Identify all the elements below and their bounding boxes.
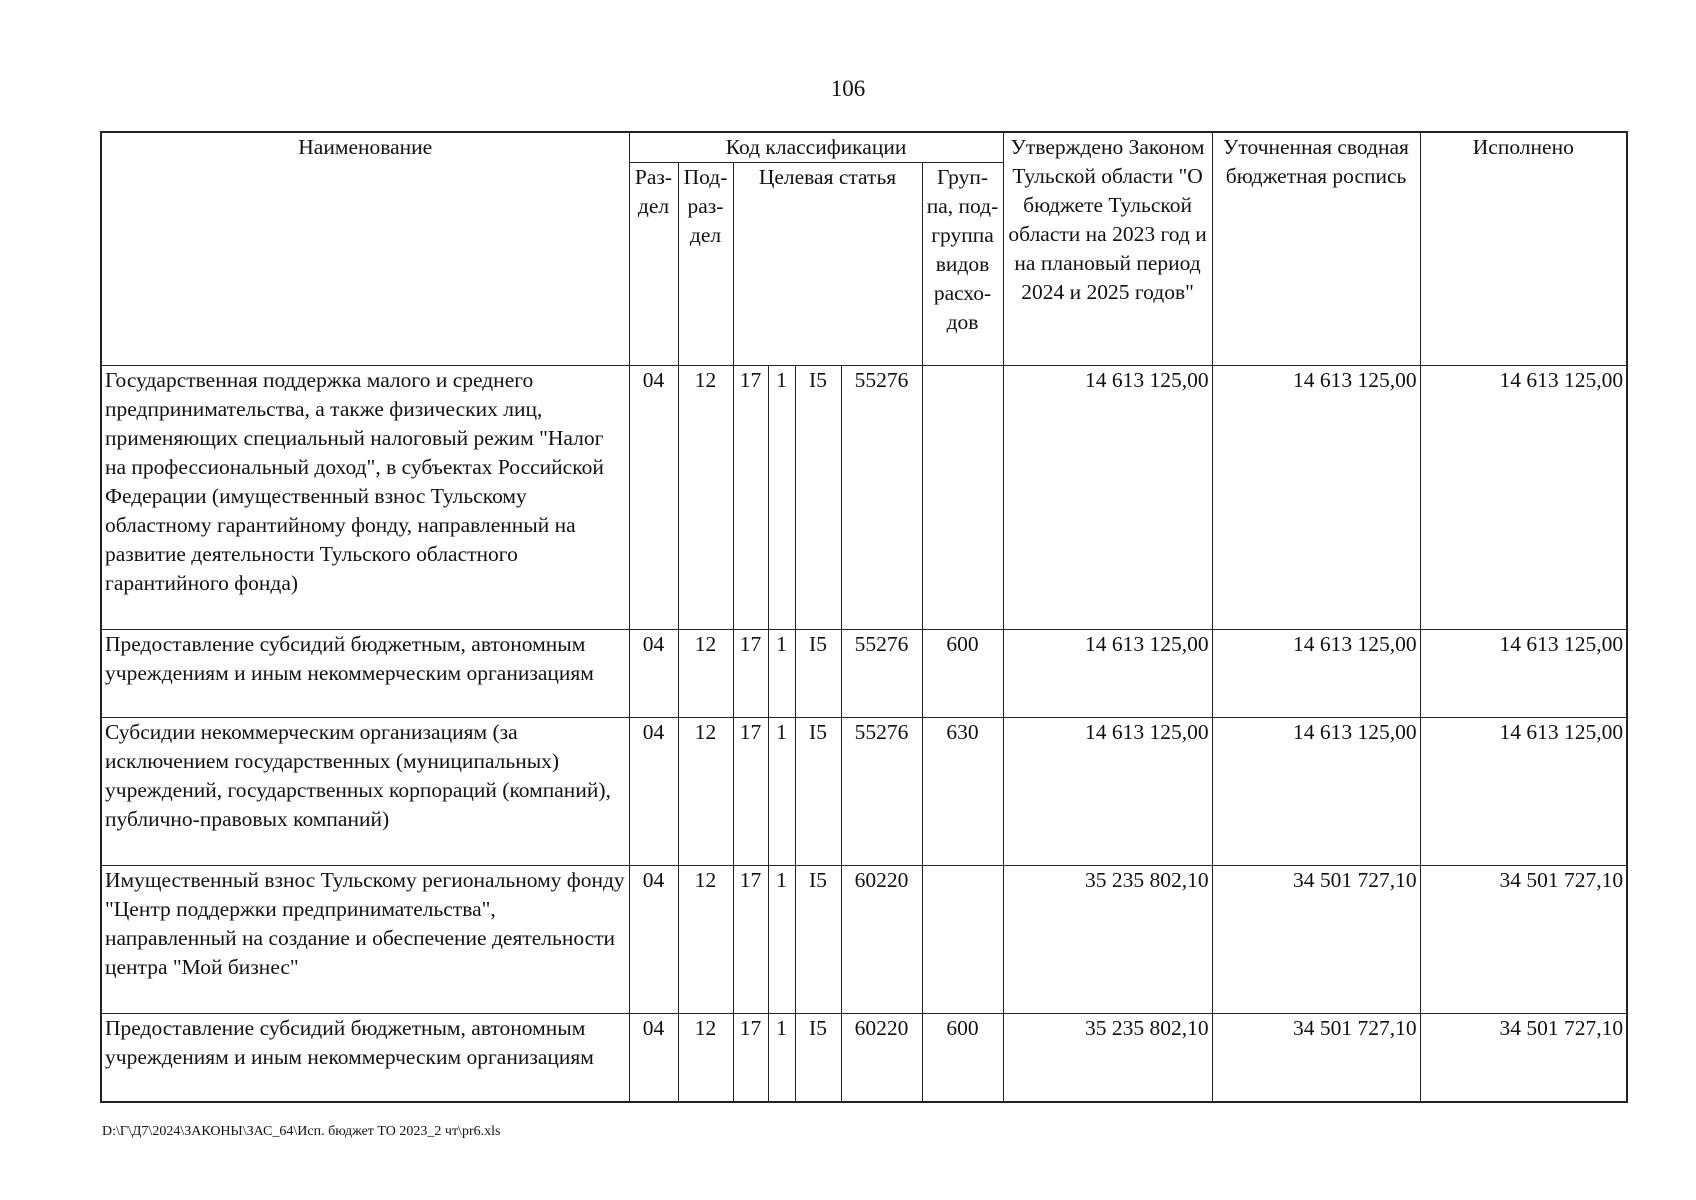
row-target-direction: 60220 [841,866,922,1014]
table-row [101,1014,1627,1103]
row-podrazdel: 12 [678,718,733,866]
row-group: 630 [922,718,1003,866]
row-razdel: 04 [629,718,678,866]
row-podrazdel: 12 [678,630,733,718]
row-target-project: I5 [795,866,841,1014]
row-refined: 14 613 125,00 [1212,366,1420,630]
table-row [101,866,1627,1014]
row-podrazdel: 12 [678,366,733,630]
row-refined: 14 613 125,00 [1212,718,1420,866]
row-target-subprogram: 1 [768,866,795,1014]
row-executed: 14 613 125,00 [1420,630,1627,718]
row-name: Субсидии некоммерческим организациям (за исключением государственных (муниципальных) учреждений, государственных корпораций (компаний), публично-правовых компаний) [101,718,629,866]
page-number: 106 [830,76,866,101]
row-target-direction: 55276 [841,630,922,718]
row-target-direction: 55276 [841,718,922,866]
row-podrazdel: 12 [678,1014,733,1103]
row-target-subprogram: 1 [768,630,795,718]
budget-table [100,131,1628,1103]
row-target-project: I5 [795,1014,841,1103]
row-razdel: 04 [629,1014,678,1103]
row-target-project: I5 [795,630,841,718]
row-refined: 14 613 125,00 [1212,630,1420,718]
row-target-program: 17 [733,866,768,1014]
row-podrazdel: 12 [678,866,733,1014]
row-approved: 14 613 125,00 [1003,366,1212,630]
header-target: Целевая статья [733,163,922,366]
row-target-direction: 55276 [841,366,922,630]
row-approved: 35 235 802,10 [1003,1014,1212,1103]
row-group: 600 [922,630,1003,718]
row-executed: 14 613 125,00 [1420,366,1627,630]
row-name: Имущественный взнос Тульскому региональному фонду "Центр поддержки предпринимательства", направленный на создание и обеспечение деятельности центра "Мой бизнес" [101,866,629,1014]
table-row [101,366,1627,630]
footer-file-path: D:\Г\Д7\2024\ЗАКОНЫ\ЗАС_64\Исп. бюджет ТО 2023_2 чт\pr6.xls [102,1124,501,1139]
row-group [922,366,1003,630]
table-row [101,630,1627,718]
row-razdel: 04 [629,866,678,1014]
row-razdel: 04 [629,630,678,718]
header-classification: Код классификации [629,132,1003,163]
row-name: Предоставление субсидий бюджетным, автономным учреждениям и иным некоммерческим организациям [101,1014,629,1103]
row-approved: 35 235 802,10 [1003,866,1212,1014]
row-executed: 14 613 125,00 [1420,718,1627,866]
row-target-subprogram: 1 [768,1014,795,1103]
row-group: 600 [922,1014,1003,1103]
row-refined: 34 501 727,10 [1212,866,1420,1014]
row-target-program: 17 [733,1014,768,1103]
table-row [101,718,1627,866]
header-refined: Уточненная сводная бюджетная роспись [1212,132,1420,366]
row-target-project: I5 [795,718,841,866]
row-approved: 14 613 125,00 [1003,630,1212,718]
header-podrazdel: Под-раз-дел [678,163,733,366]
row-executed: 34 501 727,10 [1420,1014,1627,1103]
row-target-subprogram: 1 [768,366,795,630]
row-approved: 14 613 125,00 [1003,718,1212,866]
header-approved: Утверждено Законом Тульской области "О бюджете Тульской области на 2023 год и на плановый период 2024 и 2025 годов" [1003,132,1212,366]
header-group: Груп-па, под-группа видов расхо-дов [922,163,1003,366]
row-target-direction: 60220 [841,1014,922,1103]
row-target-program: 17 [733,630,768,718]
row-target-subprogram: 1 [768,718,795,866]
row-name: Предоставление субсидий бюджетным, автономным учреждениям и иным некоммерческим организациям [101,630,629,718]
header-razdel: Раз-дел [629,163,678,366]
row-name: Государственная поддержка малого и среднего предпринимательства, а также физических лиц, применяющих специальный налоговый режим "Налог на профессиональный доход", в субъектах Российской Федерации (имущественный взнос Тульскому областному гарантийному фонду, направленный на развитие деятельности Тульского областного гарантийного фонда) [101,366,629,630]
header-name: Наименование [101,132,629,366]
header-executed: Исполнено [1420,132,1627,366]
row-razdel: 04 [629,366,678,630]
row-group [922,866,1003,1014]
row-target-program: 17 [733,366,768,630]
row-executed: 34 501 727,10 [1420,866,1627,1014]
row-target-program: 17 [733,718,768,866]
row-target-project: I5 [795,366,841,630]
row-refined: 34 501 727,10 [1212,1014,1420,1103]
